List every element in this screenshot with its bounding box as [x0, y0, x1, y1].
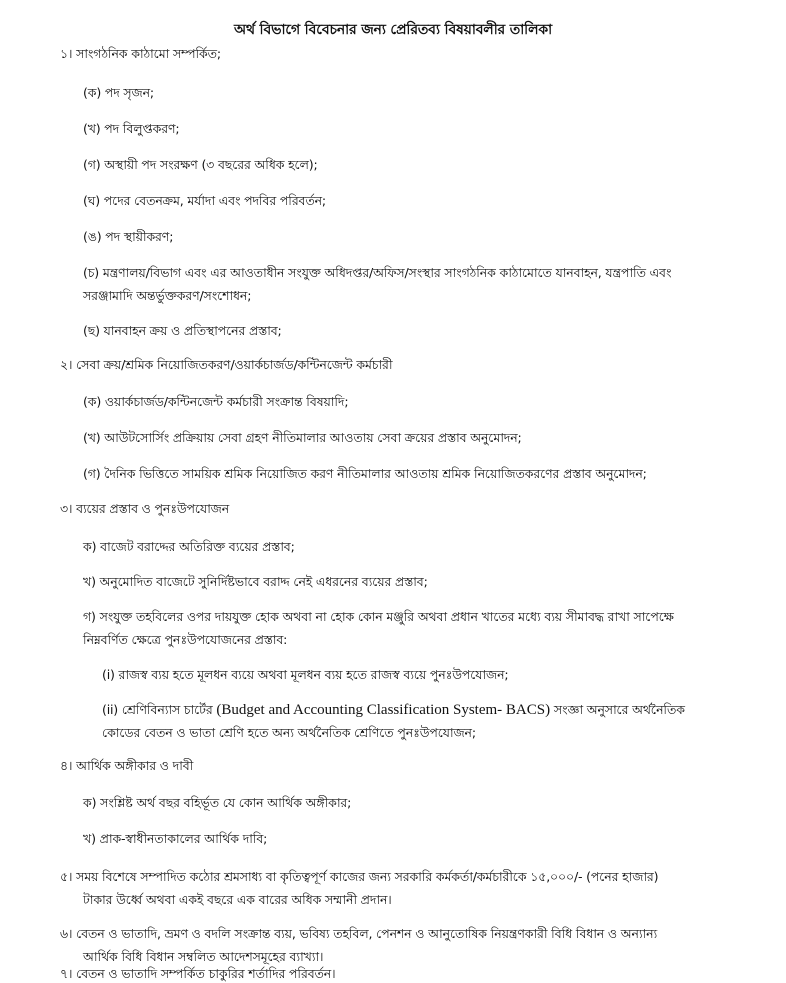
- section-1-item-umo: (ঙ) পদ স্থায়ীকরণ;: [83, 229, 174, 244]
- section-1-item-kha: (খ) পদ বিলুপ্তকরণ;: [83, 121, 180, 136]
- section-1-item-cha-continued: সরঞ্জামাদি অন্তর্ভুক্তকরণ/সংশোধন;: [83, 288, 252, 303]
- section-3-subitem-i: (i) রাজস্ব ব্যয় হতে মূলধন ব্যয়ে অথবা মূলধন ব্যয় হতে রাজস্ব ব্যয়ে পুনঃউপযোজন;: [102, 667, 509, 682]
- section-1-item-cha: (চ) মন্ত্রণালয়/বিভাগ এবং এর আওতাধীন সংযুক্ত অধিদপ্তর/অফিস/সংস্থার সাংগঠনিক কাঠামোতে যানবাহন, যন্ত্রপাতি এবং: [83, 265, 672, 280]
- section-2-item-kha: (খ) আউটসোর্সিং প্রক্রিয়ায় সেবা গ্রহণ নীতিমালার আওতায় সেবা ক্রয়ের প্রস্তাব অনুমোদন;: [83, 430, 522, 445]
- section-2-heading: ২। সেবা ক্রয়/শ্রমিক নিয়োজিতকরণ/ওয়ার্কচার্জড/কন্টিনজেন্ট কর্মচারী: [60, 357, 393, 372]
- section-2-item-ga: (গ) দৈনিক ভিত্তিতে সাময়িক শ্রমিক নিয়োজিত করণ নীতিমালার আওতায় শ্রমিক নিয়োজিতকরণের প্রস্তাব অনুমোদন;: [83, 466, 647, 481]
- subitem-ii-suffix: সংজ্ঞা অনুসারে অর্থনৈতিক: [550, 702, 685, 717]
- section-1-item-ga: (গ) অস্থায়ী পদ সংরক্ষণ (৩ বছরের অধিক হলে);: [83, 157, 318, 172]
- subitem-ii-bacs: (Budget and Accounting Classification System- BACS): [216, 702, 551, 718]
- section-3-item-ga: গ) সংযুক্ত তহবিলের ওপর দায়যুক্ত হোক অথবা না হোক কোন মঞ্জুরি অথবা প্রধান খাতের মধ্যে ব্যয় সীমাবদ্ধ রাখা সাপেক্ষে: [83, 609, 674, 624]
- subitem-ii-prefix: (ii) শ্রেণিবিন্যাস চার্টের: [102, 702, 217, 717]
- section-1-heading: ১। সাংগঠনিক কাঠামো সম্পর্কিত;: [60, 46, 221, 61]
- section-4-heading: ৪। আর্থিক অঙ্গীকার ও দাবী: [60, 758, 194, 773]
- document-title: অর্থ বিভাগে বিবেচনার জন্য প্রেরিতব্য বিষয়াবলীর তালিকা: [234, 22, 552, 38]
- section-3-heading: ৩। ব্যয়ের প্রস্তাব ও পুনঃউপযোজন: [60, 501, 230, 516]
- section-4-item-kha: খ) প্রাক-স্বাধীনতাকালের আর্থিক দাবি;: [83, 831, 268, 846]
- section-6-line-1: ৬। বেতন ও ভাতাদি, ভ্রমণ ও বদলি সংক্রান্ত ব্যয়, ভবিষ্য তহবিল, পেনশন ও আনুতোষিক নিয়ন্ত্রণকারী বিধি বিধান ও অন্যান্য: [60, 926, 658, 941]
- section-1-item-gha: (ঘ) পদের বেতনক্রম, মর্যাদা এবং পদবির পরিবর্তন;: [83, 193, 326, 208]
- section-5-line-2: টাকার উর্ধ্বে অথবা একই বছরে এক বারের অধিক সম্মানী প্রদান।: [83, 892, 392, 907]
- section-3-item-ka: ক) বাজেট বরাদ্দের অতিরিক্ত ব্যয়ের প্রস্তাব;: [83, 539, 295, 554]
- section-3-subitem-ii-continued: কোডের বেতন ও ভাতা শ্রেণি হতে অন্য অর্থনৈতিক শ্রেণিতে পুনঃউপযোজন;: [102, 725, 476, 740]
- section-3-item-kha: খ) অনুমোদিত বাজেটে সুনির্দিষ্টভাবে বরাদ্দ নেই এধরনের ব্যয়ের প্রস্তাব;: [83, 574, 428, 589]
- section-1-item-chha: (ছ) যানবাহন ক্রয় ও প্রতিস্থাপনের প্রস্তাব;: [83, 323, 282, 338]
- section-4-item-ka: ক) সংশ্লিষ্ট অর্থ বছর বহির্ভূত যে কোন আর্থিক অঙ্গীকার;: [83, 795, 352, 810]
- section-3-subitem-ii: [102, 701, 685, 719]
- section-6-line-2: আর্থিক বিধি বিধান সম্বলিত আদেশসমূহের ব্যাখ্যা।: [83, 949, 324, 964]
- section-5-line-1: ৫। সময় বিশেষে সম্পাদিত কঠোর শ্রমসাধ্য বা কৃতিত্বপূর্ণ কাজের জন্য সরকারি কর্মকর্তা/কর্মচারীকে ১৫,০০০/- (পনের হাজার): [60, 869, 659, 884]
- section-7-line-1: ৭। বেতন ও ভাতাদি সম্পর্কিত চাকুরির শর্তাদির পরিবর্তন।: [60, 966, 336, 981]
- section-2-item-ka: (ক) ওয়ার্কচার্জড/কন্টিনজেন্ট কর্মচারী সংক্রান্ত বিষয়াদি;: [83, 394, 349, 409]
- section-1-item-ka: (ক) পদ সৃজন;: [83, 85, 154, 100]
- section-3-item-ga-continued: নিম্নবর্ণিত ক্ষেত্রে পুনঃউপযোজনের প্রস্তাব:: [83, 632, 288, 647]
